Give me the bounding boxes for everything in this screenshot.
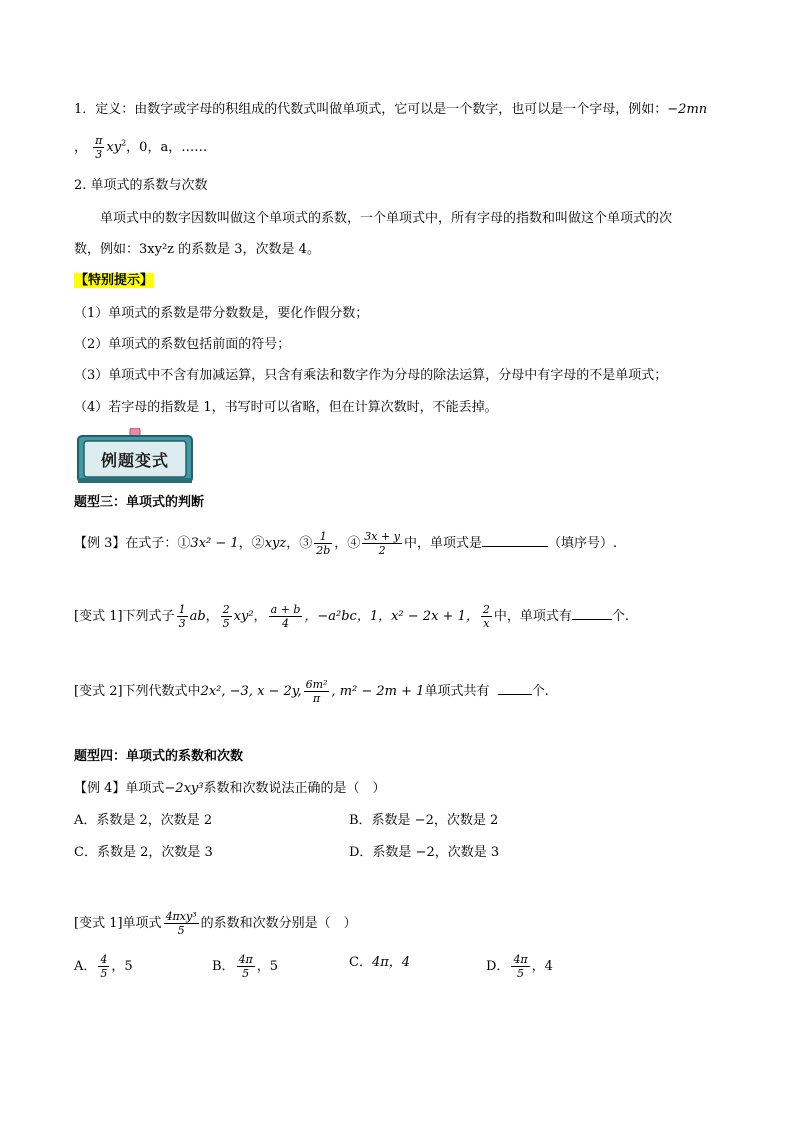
example3-frac-4: $\frac{3x + y}{2}$: [364, 530, 400, 557]
variant-option-c[interactable]: C．4π，4: [349, 955, 411, 970]
variant-option-a[interactable]: A． $\frac{4}{5}$ ，5: [74, 953, 133, 980]
example3-expr-2: xyz: [264, 536, 287, 551]
variant2-line: [变式 2]下列代数式中2x², −3, x − 2y, $\frac{\text{6m²}}{\pi}$ , m² − 2m + 1单项式共有 个.: [74, 678, 549, 705]
type3-title: 题型三：单项式的判断: [74, 495, 205, 510]
example3-expr-1: 3x² − 1: [190, 536, 239, 551]
variant4-1-line: [变式 1]单项式 $\frac{\text{4πxy³}}{5}$ 的系数和次数分别是（ ）: [74, 910, 357, 937]
answer-blank[interactable]: [498, 680, 532, 695]
examples-term: xy: [106, 140, 122, 155]
variant1-line: [变式 1]下列式子 $\frac{1}{3}$ ab， $\frac{2}{5}$ xy²， $\frac{a + b}{4}$ ，−a²bc，1，x² − 2x + 1， $\frac{2}{x}$ 中，单项式有 个.: [74, 603, 629, 630]
example4-line: 【例 4】单项式−2xy³系数和次数说法正确的是（ ）: [74, 781, 386, 796]
example4-expr: −2xy³: [164, 781, 204, 796]
banner-text: 例题变式: [100, 451, 169, 470]
option-c[interactable]: C．系数是 2，次数是 3: [74, 845, 213, 860]
definition-examples-line: ， $\frac{\pi}{3}$ $xy^2$，0，a，……: [74, 134, 208, 161]
tip-item: （4）若字母的指数是 1，书写时可以省略，但在计算次数时，不能丢掉。: [74, 400, 498, 415]
answer-blank[interactable]: [572, 605, 612, 620]
variant-option-b[interactable]: B． $\frac{4\pi}{5}$ ，5: [212, 953, 279, 980]
definition-example: −2mn: [667, 102, 708, 117]
answer-blank[interactable]: [482, 532, 548, 547]
variant1-frac-4: $\frac{2}{x}$: [482, 603, 490, 630]
section2-para-line2: 数，例如：3xy²z 的系数是 3，次数是 4。: [74, 242, 320, 257]
example3-label: 【例 3】在式子：: [74, 536, 178, 551]
example-variants-banner: [76, 428, 194, 484]
variant1-label: [变式 1]下列式子: [74, 609, 175, 624]
variant1-frac-3: $\frac{a + b}{4}$: [270, 603, 301, 630]
section2-para-line1: 单项式中的数字因数叫做这个单项式的系数，一个单项式中，所有字母的指数和叫做这个单项式的次: [100, 211, 673, 226]
definition-line: [74, 100, 707, 120]
variant2-frac: $\frac{\text{6m²}}{\pi}$: [305, 678, 328, 705]
tip-item: （1）单项式的系数是带分数数是，要化作假分数；: [74, 306, 369, 321]
option-b-frac: $\frac{4\pi}{5}$: [238, 953, 253, 980]
example4-label: 【例 4】单项式: [74, 781, 165, 796]
option-d-frac: $\frac{4\pi}{5}$: [513, 953, 528, 980]
section2-title: 2. 单项式的系数与次数: [74, 178, 208, 193]
tip-item: （2）单项式的系数包括前面的符号；: [74, 337, 291, 352]
example3-frac-3: $\frac{1}{2b}$: [316, 530, 331, 557]
variant-option-d[interactable]: D． $\frac{4\pi}{5}$ ，4: [486, 953, 553, 980]
variant1-frac-2: $\frac{2}{5}$: [222, 603, 230, 630]
variant4-1-label: [变式 1]单项式: [74, 916, 162, 931]
examples-prefix: ，: [74, 140, 88, 155]
tips-label-line: [74, 271, 154, 291]
example3-line: 【例 3】在式子：①3x² − 1，②xyz，③ $\frac{1}{2b}$ ，④ $\frac{3x + y}{2}$ 中，单项式是 （填序号）.: [74, 530, 618, 557]
option-a-frac: $\frac{4}{5}$: [100, 953, 108, 980]
tips-label: 【特别提示】: [75, 273, 154, 288]
option-a[interactable]: A．系数是 2，次数是 2: [74, 813, 213, 828]
variant2-label: [变式 2]下列代数式中: [74, 684, 201, 699]
fraction-pi-over-3: $\frac{\pi}{3}$: [95, 134, 103, 161]
option-d[interactable]: D．系数是 −2，次数是 3: [349, 845, 500, 860]
variant4-1-frac: $\frac{\text{4πxy³}}{5}$: [165, 910, 197, 937]
tip-item: （3）单项式中不含有加减运算，只含有乘法和数字作为分母的除法运算，分母中有字母的不是单项式；: [74, 368, 668, 383]
option-b[interactable]: B．系数是 −2，次数是 2: [349, 813, 499, 828]
variant1-frac-1: $\frac{1}{3}$: [178, 603, 186, 630]
definition-text: 1．定义：由数字或字母的积组成的代数式叫做单项式，它可以是一个数字，也可以是一个字母，例如：: [74, 102, 668, 117]
type4-title: 题型四：单项式的系数和次数: [74, 749, 244, 764]
examples-rest: ，0，a，……: [126, 140, 208, 155]
